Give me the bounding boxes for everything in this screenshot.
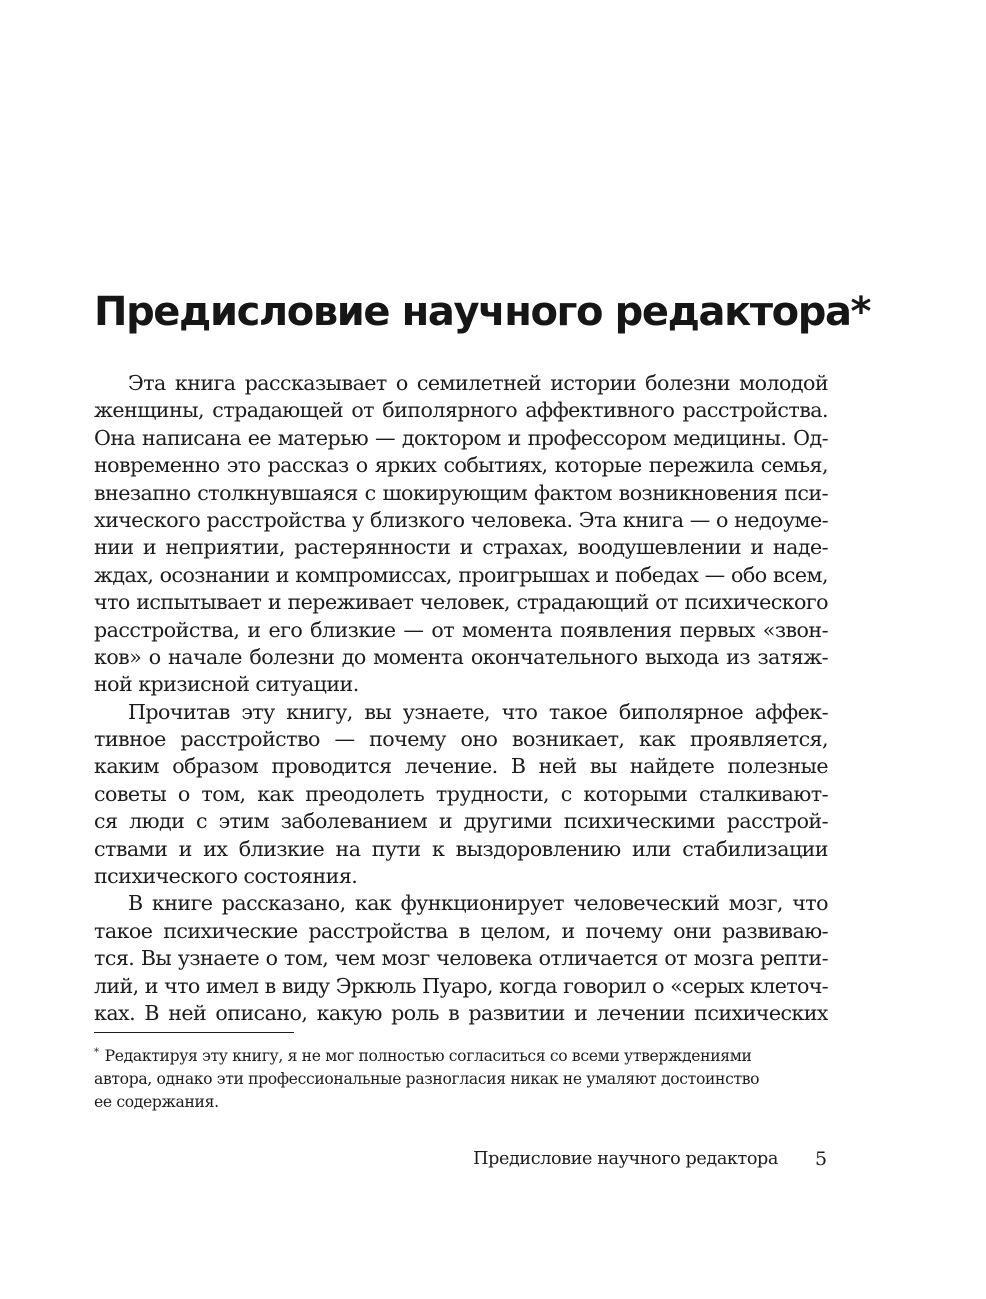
body-line: ной кризисной ситуации.: [94, 672, 359, 697]
footnote-text: Редактируя эту книгу, я не мог полностью согласиться со всеми утверждениями: [104, 1047, 752, 1066]
footnote-line: [94, 1041, 828, 1068]
body-line: женщины, страдающей от биполярного аффективного расстройства.: [94, 398, 828, 423]
body-line: В книге рассказано, как функционирует человеческий мозг, что: [128, 891, 828, 916]
body-line: ся люди с этим заболеванием и другими психическими расстрой-: [94, 809, 828, 834]
body-line: лий, и что имел в виду Эркюль Пуаро, когда говорил о «серых клеточ-: [94, 973, 828, 998]
body-line: ках. В ней описано, какую роль в развитии и лечении психических: [94, 1000, 828, 1025]
body-line: Она написана ее матерью — доктором и профессором медицины. Од-: [94, 425, 828, 450]
body-line: Эта книга рассказывает о семилетней истории болезни молодой: [128, 371, 828, 395]
body-line: психического состояния.: [94, 864, 358, 889]
body-line: нии и неприятии, растерянности и страхах, воодушевлении и наде-: [94, 535, 828, 560]
body-line: расстройства, и его близкие — от момента появления первых «звон-: [94, 617, 828, 642]
body-line: новременно это рассказ о ярких событиях, которые пережила семья,: [94, 453, 828, 478]
footnote-line: ее содержания.: [94, 1093, 219, 1112]
body-line: ждах, осознании и компромиссах, проигрышах и победах — обо всем,: [94, 562, 828, 587]
body-line: ков» о начале болезни до момента окончательного выхода из затяж-: [94, 644, 828, 669]
page-number: 5: [815, 1148, 828, 1170]
running-footer-title: Предисловие научного редактора: [473, 1149, 778, 1169]
body-line: Прочитав эту книгу, вы узнаете, что такое биполярное аффек-: [128, 699, 828, 724]
body-line: ствами и их близкие на пути к выздоровлению или стабилизации: [94, 836, 828, 861]
body-line: такое психические расстройства в целом, и почему они развиваю-: [94, 918, 828, 943]
footnote: [94, 1041, 828, 1114]
footnote-mark: *: [94, 1047, 99, 1058]
footnote-line: автора, однако эти профессиональные разногласия никак не умаляют достоинство: [94, 1070, 760, 1089]
body-line: каким образом проводится лечение. В ней вы найдете полезные: [94, 754, 828, 779]
body-line: что испытывает и переживает человек, страдающий от психического: [94, 590, 828, 615]
body-line: хического расстройства у близкого человека. Эта книга — о недоуме-: [94, 507, 828, 532]
body-line: советы о том, как преодолеть трудности, с которыми сталкивают-: [94, 781, 828, 806]
footnote-rule: [94, 1032, 294, 1033]
body-line: внезапно столкнувшаяся с шокирующим фактом возникновения пси-: [94, 480, 828, 505]
body-line: тивное расстройство — почему оно возникает, как проявляется,: [94, 727, 828, 752]
body-line: тся. Вы узнаете о том, чем мозг человека отличается от мозга репти-: [94, 946, 828, 971]
chapter-title: Предисловие научного редактора*: [94, 289, 871, 335]
body-text: [94, 370, 828, 1027]
